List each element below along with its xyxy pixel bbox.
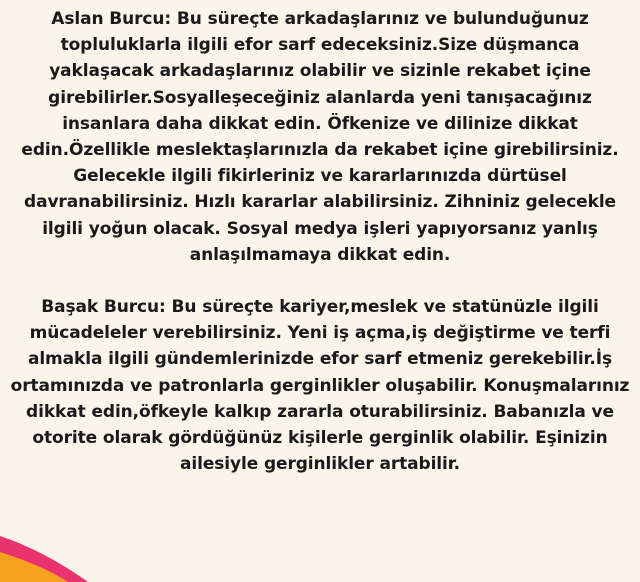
text-line: mücadeleler verebilirsiniz. Yeni iş açma,iş değiştirme ve terfi — [29, 323, 611, 344]
horoscope-text — [0, 6, 640, 477]
paragraph-aslan — [0, 6, 640, 268]
paragraph-spacer — [0, 268, 640, 294]
text-line: almakla ilgili gündemlerinizde efor sarf etmeniz gerekebilir.İş — [27, 349, 613, 370]
text-line: ailesiyle gerginlikler artabilir. — [180, 454, 460, 475]
text-line: ilgili yoğun olacak. Sosyal medya işleri yapıyorsanız yanlış — [42, 218, 598, 239]
paragraph-basak — [0, 294, 640, 477]
text-line: yaklaşacak arkadaşlarınız olabilir ve sizinle rekabet içine — [49, 61, 591, 82]
swoosh-decoration-icon — [0, 522, 120, 582]
text-line: dikkat edin,öfkeyle kalkıp zararla oturabilirsiniz. Babanızla ve — [26, 401, 614, 422]
text-line: Gelecekle ilgili fikirleriniz ve kararlarınızda dürtüsel — [73, 166, 567, 187]
text-line: davranabilirsiniz. Hızlı kararlar alabilirsiniz. Zihniniz gelecekle — [24, 192, 616, 213]
text-line: ortamınızda ve patronlarla gerginlikler oluşabilir. Konuşmalarınız — [10, 375, 630, 396]
text-line: anlaşılmamaya dikkat edin. — [189, 244, 451, 265]
text-line: girebilirler.Sosyalleşeceğiniz alanlarda yeni tanışacağınız — [48, 87, 592, 108]
text-line: otorite olarak gördüğünüz kişilerle gerginlik olabilir. Eşinizin — [32, 428, 608, 449]
text-line: edin.Özellikle meslektaşlarınızla da rekabet içine girebilirsiniz. — [21, 140, 619, 161]
text-line: Başak Burcu: Bu süreçte kariyer,meslek ve statünüzle ilgili — [41, 297, 599, 318]
text-line: topluluklarla ilgili efor sarf edeceksiniz.Size düşmanca — [60, 35, 580, 56]
text-line: Aslan Burcu: Bu süreçte arkadaşlarınız ve bulunduğunuz — [51, 9, 589, 29]
text-line: insanlara daha dikkat edin. Öfkenize ve dilinize dikkat — [62, 113, 578, 134]
